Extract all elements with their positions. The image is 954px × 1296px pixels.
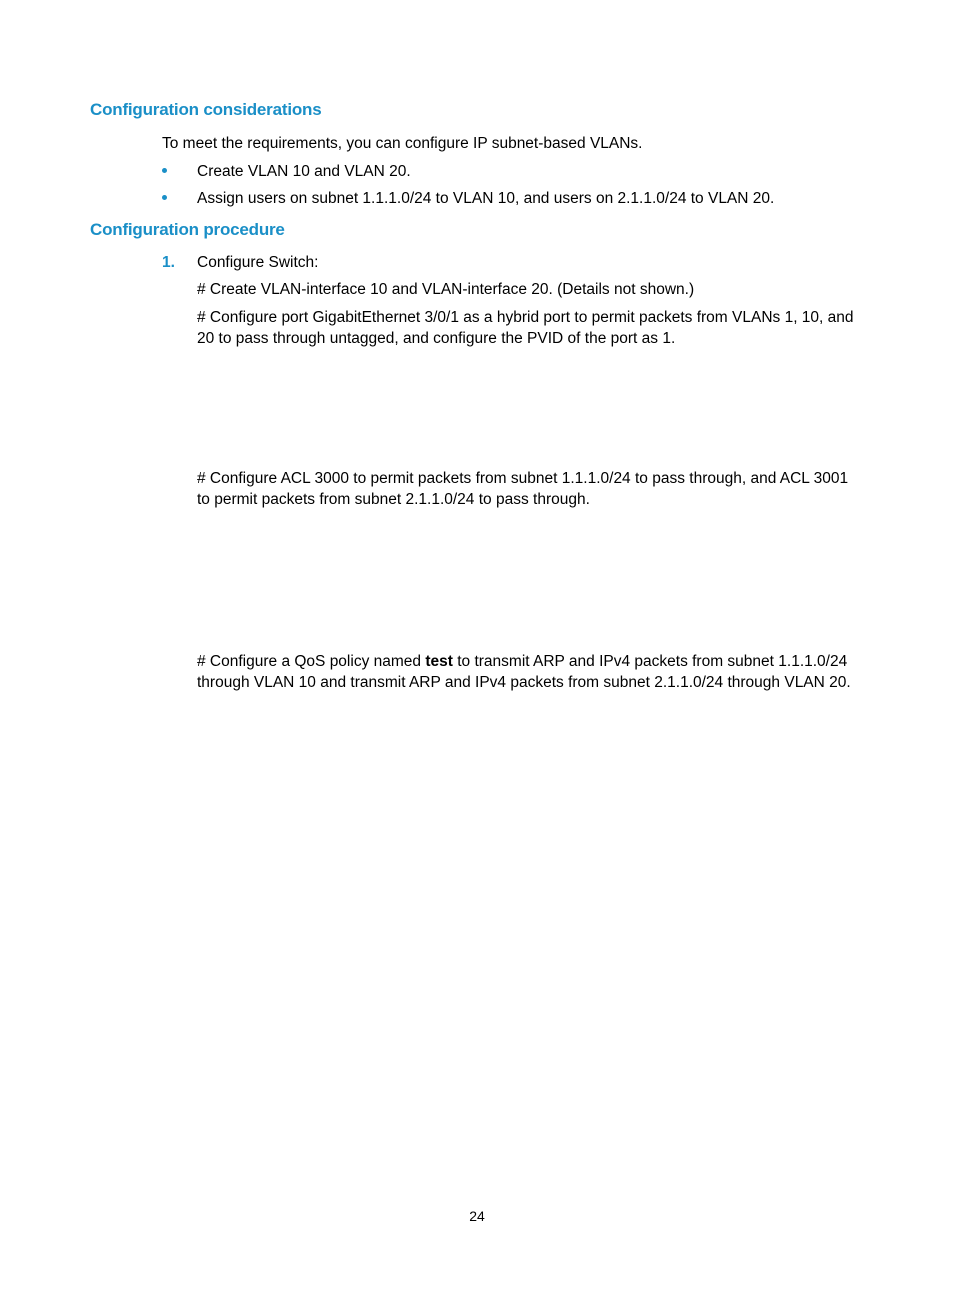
- qos-text-prefix: # Configure a QoS policy named: [197, 653, 426, 670]
- bullet-icon: [162, 168, 167, 173]
- qos-policy-name: test: [425, 653, 453, 670]
- qos-text-suffix: to transmit ARP and IPv4 packets from subnet 1.1.1.0/24 through VLAN 10 and transmit ARP and IPv4 packets from subnet 2.1.1.0/24 through VLAN 20.: [197, 653, 851, 691]
- bullet-icon: [162, 195, 167, 200]
- bullet-text: Assign users on subnet 1.1.1.0/24 to VLAN 10, and users on 2.1.1.0/24 to VLAN 20.: [197, 190, 775, 207]
- considerations-intro: To meet the requirements, you can configure IP subnet-based VLANs.: [162, 135, 643, 152]
- step-label: Configure Switch:: [197, 254, 319, 271]
- procedure-paragraph-hybrid-port: # Configure port GigabitEthernet 3/0/1 as a hybrid port to permit packets from VLANs 1, 10, and 20 to pass through untagged, and configure the PVID of the port as 1.: [197, 309, 854, 347]
- heading-configuration-considerations: Configuration considerations: [90, 100, 322, 119]
- procedure-paragraph-qos-policy: [197, 651, 865, 693]
- heading-configuration-procedure: Configuration procedure: [90, 220, 285, 239]
- procedure-paragraph-create-interfaces: # Create VLAN-interface 10 and VLAN-interface 20. (Details not shown.): [197, 281, 695, 298]
- bullet-text: Create VLAN 10 and VLAN 20.: [197, 163, 411, 180]
- step-number: 1.: [162, 254, 175, 271]
- procedure-paragraph-acl: # Configure ACL 3000 to permit packets from subnet 1.1.1.0/24 to pass through, and ACL 3001 to permit packets from subnet 2.1.1.0/24 to pass through.: [197, 470, 849, 508]
- page-number: 24: [469, 1208, 485, 1224]
